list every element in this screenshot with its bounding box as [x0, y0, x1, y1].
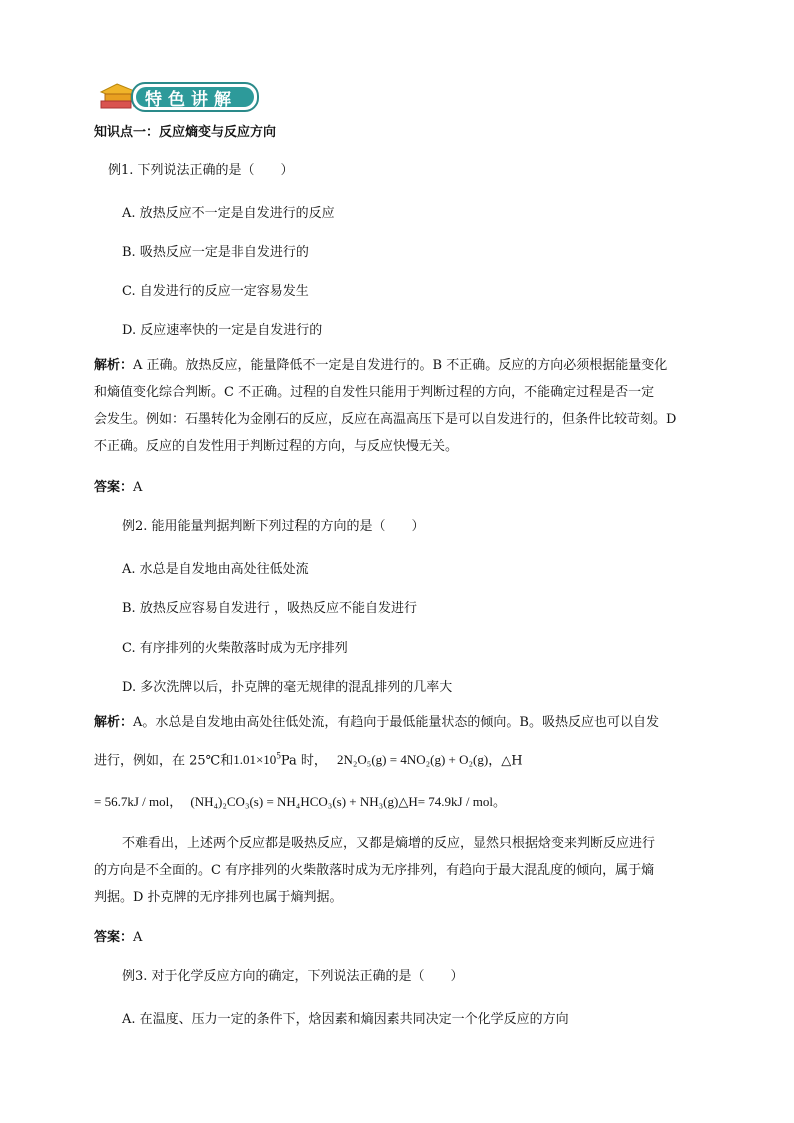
ex1-option-a: A. 放热反应不一定是自发进行的反应	[122, 206, 335, 221]
ex2-analysis-line-3: = 56.7kJ / mol， (NH₄)₂CO₃(s) = NH₄HCO₃(s) + NH₃(g)△H= 74.9kJ / mol。	[94, 794, 506, 810]
ex2-analysis-line-1: 解析：A。水总是自发地由高处往低处流，有趋向于最低能量状态的倾向。B。吸热反应也可以自发	[94, 715, 659, 730]
ex2-para2-line-2: 的方向是不全面的。C 有序排列的火柴散落时成为无序排列，有趋向于最大混乱度的倾向，属于熵	[94, 863, 655, 878]
ex3-option-a: A. 在温度、压力一定的条件下，焓因素和熵因素共同决定一个化学反应的方向	[122, 1012, 569, 1027]
ex2-option-d: D. 多次洗牌以后，扑克牌的毫无规律的混乱排列的几率大	[122, 680, 453, 695]
ex2-option-c: C. 有序排列的火柴散落时成为无序排列	[122, 641, 348, 656]
ex1-analysis-line-4: 不正确。反应的自发性用于判断过程的方向，与反应快慢无关。	[94, 439, 459, 454]
ex1-option-d: D. 反应速率快的一定是自发进行的	[122, 323, 323, 338]
equation-1: 2N₂O₅(g) = 4NO₂(g) + O₂(g)	[337, 752, 489, 768]
ex1-answer	[94, 480, 142, 496]
ex1-analysis-label: 解析：	[94, 358, 134, 373]
ex2-para2-line-3: 判据。D 扑克牌的无序排列也属于熵判据。	[94, 890, 343, 905]
ex1-analysis-line-2: 和熵值变化综合判断。C 不正确。过程的自发性只能用于判断过程的方向，不能确定过程是否一定	[94, 385, 655, 400]
section-heading: 知识点一：反应熵变与反应方向	[94, 125, 277, 140]
ex1-analysis-line-3: 会发生。例如：石墨转化为金刚石的反应，反应在高温高压下是可以自发进行的，但条件比较苛刻。D	[94, 412, 677, 427]
ex2-analysis-line-2: 进行，例如，在 25℃和$1.01\times 10^5Pa$ 时， 2N₂O₅(g) = 4NO₂(g) + O₂(g)，△H	[94, 751, 523, 769]
ex2-answer-value: A	[133, 930, 143, 945]
delta-h-2: △H= 74.9kJ / mol	[398, 794, 493, 809]
ex2-answer	[94, 930, 142, 946]
ex1-question: 例1. 下列说法正确的是（ ）	[108, 163, 294, 178]
delta-h-1: = 56.7kJ / mol	[94, 794, 170, 809]
ex2-analysis-label: 解析：	[94, 715, 134, 730]
banner-title: 特色讲解	[145, 90, 237, 110]
ex2-option-b: B. 放热反应容易自发进行 ，吸热反应不能自发进行	[122, 601, 417, 616]
ex1-option-b: B. 吸热反应一定是非自发进行的	[122, 245, 309, 260]
ex1-analysis-line-1: 解析：A 正确。放热反应，能量降低不一定是自发进行的。B 不正确。反应的方向必须根据能量变化	[94, 358, 668, 373]
ex3-question: 例3. 对于化学反应方向的确定，下列说法正确的是（ ）	[122, 969, 464, 984]
pressure-value: $1.01\times 10^5$	[233, 751, 281, 768]
ex1-answer-label: 答案：	[94, 480, 134, 495]
ex2-para2-line-1: 不难看出，上述两个反应都是吸热反应，又都是熵增的反应，显然只根据焓变来判断反应进行	[122, 836, 656, 851]
ex2-question: 例2. 能用能量判据判断下列过程的方向的是（ ）	[122, 519, 425, 534]
equation-2: (NH₄)₂CO₃(s) = NH₄HCO₃(s) + NH₃(g)	[190, 794, 399, 809]
ex2-option-a: A. 水总是自发地由高处往低处流	[122, 562, 309, 577]
ex1-answer-value: A	[133, 480, 143, 495]
equation-1-tail: ，△H	[488, 753, 523, 769]
section-banner	[95, 80, 260, 114]
ex2-answer-label: 答案：	[94, 930, 134, 945]
ex1-option-c: C. 自发进行的反应一定容易发生	[122, 284, 309, 299]
